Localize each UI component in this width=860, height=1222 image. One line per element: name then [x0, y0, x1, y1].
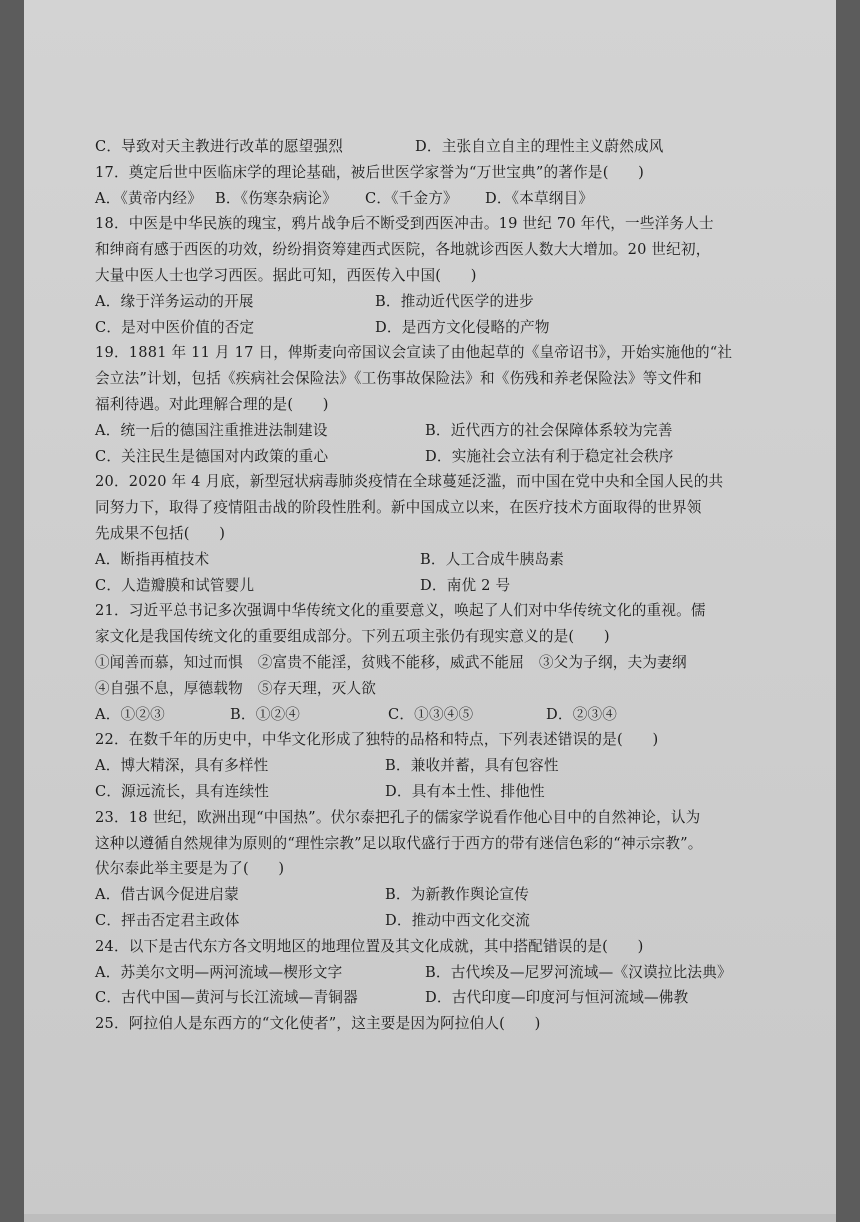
- question-21-line-1: 21．习近平总书记多次强调中华传统文化的重要意义，唤起了人们对中华传统文化的重视。儒: [95, 602, 706, 620]
- question-18-line-3: 大量中医人士也学习西医。据此可知，西医传入中国( ): [95, 266, 477, 284]
- option-23-c: C．抨击否定君主政体: [95, 911, 240, 929]
- option-22-d: D．具有本土性、排他性: [385, 782, 545, 800]
- question-18-line-1: 18．中医是中华民族的瑰宝，鸦片战争后不断受到西医冲击。19 世纪 70 年代，一些洋务人士: [95, 215, 714, 233]
- option-22-a: A．博大精深，具有多样性: [95, 757, 269, 775]
- options-17: [95, 186, 807, 212]
- options-24-ab: [95, 960, 807, 986]
- question-24: 24．以下是古代东方各文明地区的地理位置及其文化成就，其中搭配错误的是( ): [95, 937, 644, 955]
- options-20-cd: [95, 573, 807, 599]
- exam-content: [95, 134, 807, 1037]
- option-17-a: A．《黄帝内经》: [95, 189, 202, 207]
- option-17-d: D．《本草纲目》: [485, 189, 594, 207]
- options-16-cd: [95, 134, 807, 160]
- option-20-a: A．断指再植技术: [95, 550, 210, 568]
- options-22-cd: [95, 779, 807, 805]
- question-21-statements-2: ④自强不息，厚德载物 ⑤存天理，灭人欲: [95, 679, 377, 697]
- option-19-b: B．近代西方的社会保障体系较为完善: [425, 421, 673, 439]
- options-21: [95, 702, 807, 728]
- option-17-b: B．《伤寒杂病论》: [215, 189, 337, 207]
- option-17-c: C．《千金方》: [365, 189, 458, 207]
- options-23-ab: [95, 882, 807, 908]
- question-23-line-2: 这种以遵循自然规律为原则的“理性宗教”足以取代盛行于西方的带有迷信色彩的“神示宗教”。: [95, 834, 703, 852]
- option-21-b: B．①②④: [230, 705, 301, 723]
- option-20-d: D．南优 2 号: [420, 576, 511, 594]
- option-18-a: A．缘于洋务运动的开展: [95, 292, 254, 310]
- question-21-line-2: 家文化是我国传统文化的重要组成部分。下列五项主张仍有现实意义的是( ): [95, 628, 610, 646]
- options-22-ab: [95, 753, 807, 779]
- option-22-b: B．兼收并蓄，具有包容性: [385, 757, 559, 775]
- question-22: 22．在数千年的历史中，中华文化形成了独特的品格和特点，下列表述错误的是( ): [95, 731, 659, 749]
- option-21-c: C．①③④⑤: [388, 705, 474, 723]
- option-19-c: C．关注民生是德国对内政策的重心: [95, 447, 329, 465]
- options-18-ab: [95, 289, 807, 315]
- options-18-cd: [95, 315, 807, 341]
- option-24-a: A．苏美尔文明—两河流域—楔形文字: [95, 963, 343, 981]
- question-19-line-1: 19．1881 年 11 月 17 日，俾斯麦向帝国议会宣读了由他起草的《皇帝诏书》，开始实施他的“社: [95, 344, 733, 362]
- option-19-d: D．实施社会立法有利于稳定社会秩序: [425, 447, 674, 465]
- question-25: 25．阿拉伯人是东西方的“文化使者”，这主要是因为阿拉伯人( ): [95, 1015, 541, 1033]
- option-23-b: B．为新教作舆论宣传: [385, 886, 530, 904]
- page-bottom-edge: [24, 1214, 836, 1222]
- question-23-line-1: 23．18 世纪，欧洲出现“中国热”。伏尔泰把孔子的儒家学说看作他心目中的自然神论，认为: [95, 808, 701, 826]
- option-18-c: C．是对中医价值的否定: [95, 318, 255, 336]
- option-21-a: A．①②③: [95, 705, 165, 723]
- question-19-line-3: 福利待遇。对此理解合理的是( ): [95, 395, 329, 413]
- options-19-cd: [95, 444, 807, 470]
- option-23-d: D．推动中西文化交流: [385, 911, 531, 929]
- question-20-line-2: 同努力下，取得了疫情阻击战的阶段性胜利。新中国成立以来，在医疗技术方面取得的世界领: [95, 499, 702, 517]
- option-16-d: D．主张自立自主的理性主义蔚然成风: [415, 138, 664, 155]
- question-19-line-2: 会立法”计划，包括《疾病社会保险法》《工伤事故保险法》和《伤残和养老保险法》等文件和: [95, 370, 702, 388]
- option-24-b: B．古代埃及—尼罗河流域—《汉谟拉比法典》: [425, 963, 732, 981]
- option-21-d: D．②③④: [546, 705, 618, 723]
- options-19-ab: [95, 418, 807, 444]
- option-23-a: A．借古讽今促进启蒙: [95, 886, 239, 904]
- question-23-line-3: 伏尔泰此举主要是为了( ): [95, 860, 285, 878]
- option-16-c: C．导致对天主教进行改革的愿望强烈: [95, 138, 344, 155]
- option-18-d: D．是西方文化侵略的产物: [375, 318, 550, 336]
- option-24-c: C．古代中国—黄河与长江流域—青铜器: [95, 989, 358, 1007]
- option-19-a: A．统一后的德国注重推进法制建设: [95, 421, 328, 439]
- options-24-cd: [95, 985, 807, 1011]
- option-20-c: C．人造瓣膜和试管婴儿: [95, 576, 255, 594]
- options-23-cd: [95, 908, 807, 934]
- question-17: 17．奠定后世中医临床学的理论基础，被后世医学家誉为“万世宝典”的著作是( ): [95, 163, 645, 181]
- question-20-line-3: 先成果不包括( ): [95, 524, 226, 542]
- option-18-b: B．推动近代医学的进步: [375, 292, 534, 310]
- option-24-d: D．古代印度—印度河与恒河流域—佛教: [425, 989, 689, 1007]
- question-20-line-1: 20．2020 年 4 月底，新型冠状病毒肺炎疫情在全球蔓延泛滥，而中国在党中央和全国人民的共: [95, 473, 724, 491]
- options-20-ab: [95, 547, 807, 573]
- option-20-b: B．人工合成牛胰岛素: [420, 550, 565, 568]
- question-21-statements-1: ①闻善而慕，知过而惧 ②富贵不能淫，贫贱不能移，威武不能屈 ③父为子纲，夫为妻纲: [95, 653, 687, 671]
- option-22-c: C．源远流长，具有连续性: [95, 782, 270, 800]
- question-18-line-2: 和绅商有感于西医的功效，纷纷捐资筹建西式医院，各地就诊西医人数大大增加。20 世纪初，: [95, 241, 711, 259]
